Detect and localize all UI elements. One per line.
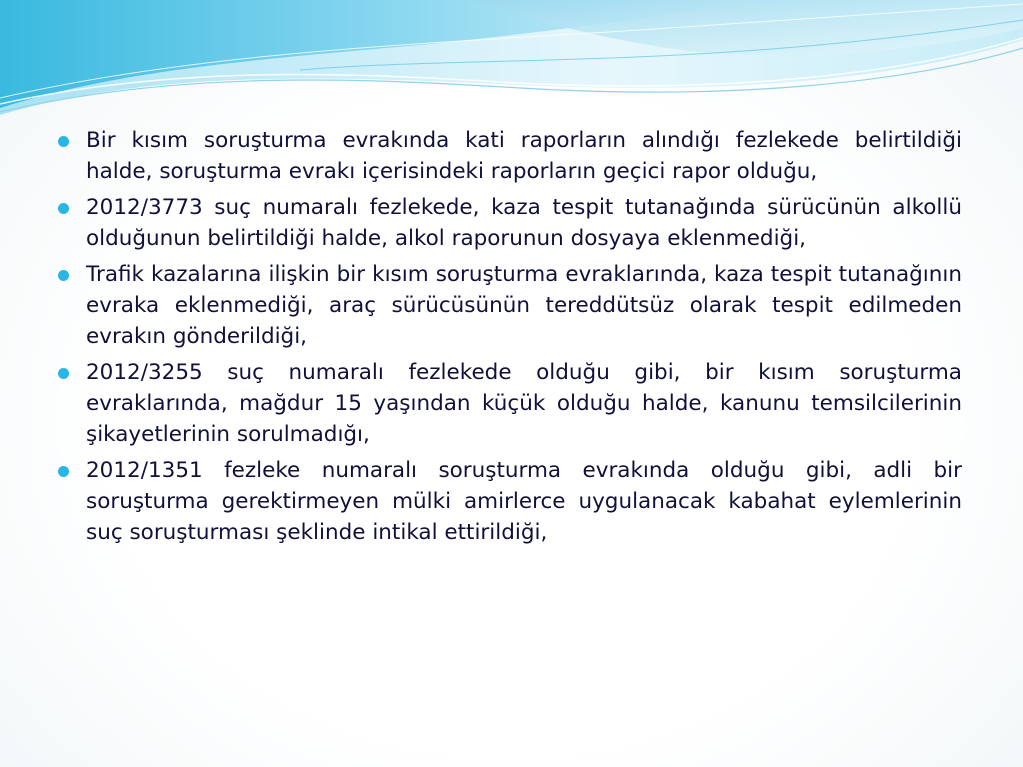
bullet-item [58, 192, 962, 254]
bullet-text: 2012/1351 fezleke numaralı soruşturma evrakında olduğu gibi, adli bir soruşturma gerektirmeyen mülki amirlerce uygulanacak kabahat eylemlerinin suç soruşturması şeklinde intikal ettirildiği, [86, 458, 962, 545]
bullet-text: Trafik kazalarına ilişkin bir kısım soruşturma evraklarında, kaza tespit tutanağının evraka eklenmediği, araç sürücüsünün tereddütsüz olarak tespit edilmeden evrakın gönderildiği, [86, 262, 962, 349]
bullet-list [58, 125, 962, 548]
slide-content [58, 125, 962, 553]
bullet-dot-icon [58, 136, 69, 147]
wave-header-decoration [0, 0, 1023, 130]
bullet-text: 2012/3773 suç numaralı fezlekede, kaza tespit tutanağında sürücünün alkollü olduğunun belirtildiği halde, alkol raporunun dosyaya eklenmediği, [86, 195, 962, 251]
bullet-item [58, 455, 962, 548]
bullet-text: 2012/3255 suç numaralı fezlekede olduğu gibi, bir kısım soruşturma evraklarında, mağdur 15 yaşından küçük olduğu halde, kanunu temsilcilerinin şikayetlerinin sorulmadığı, [86, 360, 962, 447]
bullet-item [58, 125, 962, 187]
bullet-dot-icon [58, 368, 69, 379]
bullet-text: Bir kısım soruşturma evrakında kati raporların alındığı fezlekede belirtildiği halde, soruşturma evrakı içerisindeki raporların geçici rapor olduğu, [86, 128, 962, 184]
bullet-dot-icon [58, 203, 69, 214]
bullet-item [58, 357, 962, 450]
bullet-item [58, 259, 962, 352]
bullet-dot-icon [58, 466, 69, 477]
bullet-dot-icon [58, 270, 69, 281]
